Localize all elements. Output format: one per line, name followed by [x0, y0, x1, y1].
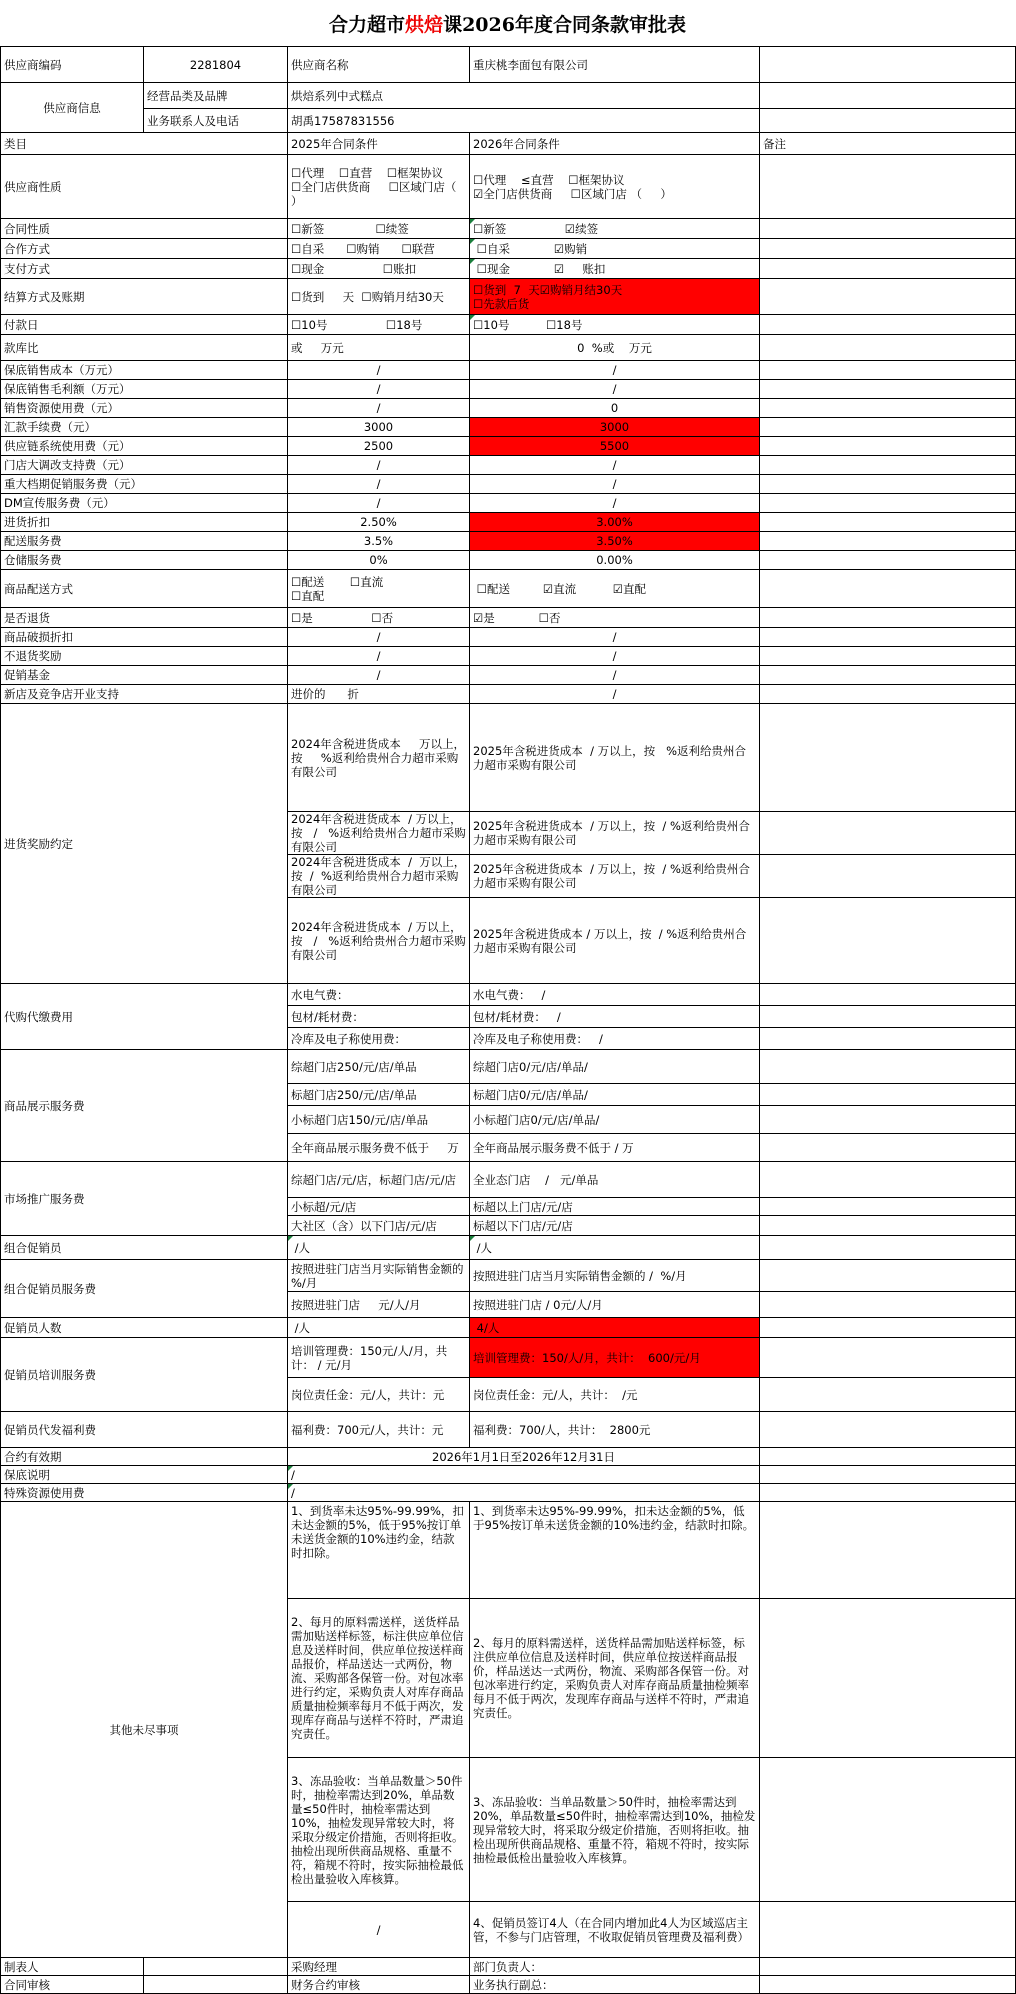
remark-cell — [760, 685, 1016, 704]
value-2025: 0% — [288, 551, 470, 570]
row-label: 支付方式 — [1, 259, 288, 279]
value-2025: 3000 — [288, 418, 470, 437]
value-2025: / — [288, 380, 470, 399]
row-label: 商品配送方式 — [1, 570, 288, 608]
value-2026: 3.00% — [470, 513, 760, 532]
row-label: 重大档期促销服务费（元） — [1, 475, 288, 494]
other-2026: 3、冻品验收：当单品数量＞50件时，抽检率需达到20%，单品数量≤50件时，抽检率需达到10%，抽检发现异常较大时，将采取分级定价措施，否则将拒收。抽检出现所供商品规格、重量不符，箱规不符时，按实际抽检最低检出量验收入库核算。 — [470, 1758, 760, 1902]
row-label: 结算方式及账期 — [1, 279, 288, 315]
value-2026: ☐现金 ☑ 账扣 — [470, 259, 760, 279]
other-label: 其他未尽事项 — [1, 1502, 288, 1958]
remark-cell — [760, 219, 1016, 239]
display-2025: 综超门店250/元/店/单品 — [288, 1050, 470, 1084]
promo-fee-label: 组合促销员服务费 — [1, 1260, 288, 1318]
empty-cell — [760, 1958, 1016, 1976]
market-label: 市场推广服务费 — [1, 1162, 288, 1236]
value-2025: ☐代理 ☐直营 ☐框架协议 ☐全门店供货商 ☐区域门店（ ） — [288, 155, 470, 219]
other-2026: 2、每月的原料需送样，送货样品需加贴送样标签，标注供应单位信息及送样时间，供应单位按送样商品报价，样品送达一式两份，物流、采购部各保管一份。对包冰率进行约定，采购负责人对库存商品质量抽检频率每月不低于两次，发现库存商品与送样不符时，严肃追究责任。 — [470, 1599, 760, 1758]
value-2026: / — [470, 494, 760, 513]
remark-cell — [760, 608, 1016, 628]
agency-2025: 包材/耗材费： — [288, 1006, 470, 1028]
value-2025: ☐是 ☐否 — [288, 608, 470, 628]
row-label: 是否退货 — [1, 608, 288, 628]
col-2025: 2025年合同条件 — [288, 133, 470, 155]
value-2025: / — [288, 475, 470, 494]
other-2026: 1、到货率未达95%-99.99%，扣未达金额的5%，低于95%按订单未送货金额的10%违约金，结款时扣除。 — [470, 1502, 760, 1599]
empty-cell — [760, 109, 1016, 133]
maker-sign — [144, 1958, 288, 1976]
promo-count-2026: 4/人 — [470, 1318, 760, 1338]
remark-cell — [760, 704, 1016, 812]
empty-cell — [760, 47, 1016, 83]
reward-2026: 2025年含税进货成本 / 万以上，按 / %返利给贵州合力超市采购有限公司 — [470, 898, 760, 984]
page-title — [0, 0, 1015, 47]
agency-2026: 包材/耗材费： / — [470, 1006, 760, 1028]
remark-cell — [760, 399, 1016, 418]
row-label: 进货折扣 — [1, 513, 288, 532]
agency-2025: 冷库及电子称使用费： — [288, 1028, 470, 1050]
remark-cell — [760, 1162, 1016, 1198]
promo-count-2025: /人 — [288, 1318, 470, 1338]
col-category: 类目 — [1, 133, 288, 155]
promo-fee-2026: 按照进驻门店当月实际销售金额的 / %/月 — [470, 1260, 760, 1292]
guarantee-value: / — [288, 1466, 760, 1484]
remark-cell — [760, 456, 1016, 475]
other-2025: / — [288, 1902, 470, 1958]
value-2025: / — [288, 666, 470, 685]
promo-2025: /人 — [288, 1236, 470, 1260]
value-2026: / — [470, 380, 760, 399]
remark-cell — [760, 335, 1016, 361]
value-2026: / — [470, 628, 760, 647]
row-label: 不退货奖励 — [1, 647, 288, 666]
contract-review-sign — [144, 1976, 288, 1994]
other-2025: 1、到货率未达95%-99.99%，扣未达金额的5%，低于95%按订单未送货金额的10%违约金，结款时扣除。 — [288, 1502, 470, 1599]
remark-cell — [760, 259, 1016, 279]
remark-cell — [760, 647, 1016, 666]
row-label: 保底销售毛利额（万元） — [1, 380, 288, 399]
title-text-2: 课2026年度合同条款审批表 — [443, 13, 686, 36]
agency-2026: 水电气费： / — [470, 984, 760, 1006]
value-2026: 0 — [470, 399, 760, 418]
agency-2026: 冷库及电子称使用费： / — [470, 1028, 760, 1050]
reward-2026: 2025年含税进货成本 / 万以上，按 / %返利给贵州合力超市采购有限公司 — [470, 812, 760, 855]
remark-cell — [760, 1902, 1016, 1958]
promo-label: 组合促销员 — [1, 1236, 288, 1260]
row-label: 合同性质 — [1, 219, 288, 239]
remark-cell — [760, 361, 1016, 380]
remark-cell — [760, 1028, 1016, 1050]
other-2025: 3、冻品验收：当单品数量＞50件时，抽检率需达到20%，单品数量≤50件时，抽检率需达到10%，抽检发现异常较大时，将采取分级定价措施，否则将拒收。抽检出现所供商品规格、重量不符，箱规不符时，按实际抽检最低检出量验收入库核算。 — [288, 1758, 470, 1902]
remark-cell — [760, 418, 1016, 437]
remark-cell — [760, 1378, 1016, 1412]
reward-2025: 2024年含税进货成本 / 万以上，按 / %返利给贵州合力超市采购有限公司 — [288, 855, 470, 898]
value-2026: 5500 — [470, 437, 760, 456]
value-2026: 3.50% — [470, 532, 760, 551]
remark-cell — [760, 239, 1016, 259]
remark-cell — [760, 1338, 1016, 1378]
col-2026: 2026年合同条件 — [470, 133, 760, 155]
supplier-name: 重庆桃李面包有限公司 — [470, 47, 760, 83]
remark-cell — [760, 551, 1016, 570]
value-2025: ☐10号 ☐18号 — [288, 315, 470, 335]
value-2025: ☐现金 ☐账扣 — [288, 259, 470, 279]
value-2025: / — [288, 647, 470, 666]
value-2026: / — [470, 666, 760, 685]
remark-cell — [760, 1448, 1016, 1466]
finance-review-label: 财务合约审核 — [288, 1976, 470, 1994]
display-2026: 小标超门店0/元/店/单品/ — [470, 1106, 760, 1134]
other-2025: 2、每月的原料需送样，送货样品需加贴送样标签，标注供应单位信息及送样时间，供应单位按送样商品报价，样品送达一式两份，物流、采购部各保管一份。对包冰率进行约定，采购负责人对库存商品质量抽检频率每月不低于两次，发现库存商品与送样不符时，严肃追究责任。 — [288, 1599, 470, 1758]
row-label: 销售资源使用费（元） — [1, 399, 288, 418]
value-2025: 或 万元 — [288, 335, 470, 361]
value-2026: / — [470, 456, 760, 475]
empty-cell — [760, 1976, 1016, 1994]
row-label: 款库比 — [1, 335, 288, 361]
value-2025: / — [288, 399, 470, 418]
remark-cell — [760, 570, 1016, 608]
remark-cell — [760, 1134, 1016, 1162]
display-2026: 综超门店0/元/店/单品/ — [470, 1050, 760, 1084]
promo-fee-2025: 按照进驻门店当月实际销售金额的 %/月 — [288, 1260, 470, 1292]
remark-cell — [760, 1758, 1016, 1902]
promo-fee-2026: 按照进驻门店 / 0元/人/月 — [470, 1292, 760, 1318]
welfare-2026: 福利费：700/人，共计： 2800元 — [470, 1412, 760, 1448]
remark-cell — [760, 1260, 1016, 1292]
value-2025: ☐新签 ☐续签 — [288, 219, 470, 239]
market-2026: 标超以下门店/元/店 — [470, 1216, 760, 1236]
promo-2026: /人 — [470, 1236, 760, 1260]
row-label: 付款日 — [1, 315, 288, 335]
remark-cell — [760, 494, 1016, 513]
display-2025: 全年商品展示服务费不低于 万 — [288, 1134, 470, 1162]
display-label: 商品展示服务费 — [1, 1050, 288, 1162]
market-2026: 全业态门店 / 元/单品 — [470, 1162, 760, 1198]
other-2026: 4、促销员签订4人（在合同内增加此4人为区域巡店主管，不参与门店管理，不收取促销员管理费及福利费） — [470, 1902, 760, 1958]
value-2025: 2500 — [288, 437, 470, 456]
reward-label: 进货奖励约定 — [1, 704, 288, 984]
supplier-code-label: 供应商编码 — [1, 47, 144, 83]
promo-train-2025: 岗位责任金：元/人，共计：元 — [288, 1378, 470, 1412]
row-label: 新店及竞争店开业支持 — [1, 685, 288, 704]
row-label: 保底销售成本（万元） — [1, 361, 288, 380]
remark-cell — [760, 380, 1016, 399]
row-label: 商品破损折扣 — [1, 628, 288, 647]
remark-cell — [760, 812, 1016, 855]
value-2026: ☑是 ☐否 — [470, 608, 760, 628]
value-2026: / — [470, 647, 760, 666]
supplier-name-label: 供应商名称 — [288, 47, 470, 83]
value-2026: ☐10号 ☐18号 — [470, 315, 760, 335]
market-2025: 大社区（含）以下门店/元/店 — [288, 1216, 470, 1236]
value-2026: / — [470, 361, 760, 380]
row-label: 门店大调改支持费（元） — [1, 456, 288, 475]
value-2025: / — [288, 361, 470, 380]
remark-cell — [760, 1484, 1016, 1502]
value-2025: / — [288, 628, 470, 647]
value-2025: ☐货到 天 ☐购销月结30天 — [288, 279, 470, 315]
value-2026: ☐新签 ☑续签 — [470, 219, 760, 239]
row-label: DM宣传服务费（元） — [1, 494, 288, 513]
value-2025: 3.5% — [288, 532, 470, 551]
remark-cell — [760, 1466, 1016, 1484]
remark-cell — [760, 279, 1016, 315]
buyer-mgr-label: 采购经理 — [288, 1958, 470, 1976]
remark-cell — [760, 855, 1016, 898]
row-label: 合作方式 — [1, 239, 288, 259]
display-2025: 小标超门店150/元/店/单品 — [288, 1106, 470, 1134]
dept-head-label: 部门负责人： — [470, 1958, 760, 1976]
brand-value: 烘焙系列中式糕点 — [288, 83, 760, 109]
remark-cell — [760, 1318, 1016, 1338]
value-2025: ☐配送 ☐直流 ☐直配 — [288, 570, 470, 608]
supplier-info-label: 供应商信息 — [1, 83, 144, 133]
remark-cell — [760, 1050, 1016, 1084]
remark-cell — [760, 475, 1016, 494]
reward-2025: 2024年含税进货成本 万以上，按 %返利给贵州合力超市采购有限公司 — [288, 704, 470, 812]
remark-cell — [760, 1216, 1016, 1236]
remark-cell — [760, 1006, 1016, 1028]
special-value: / — [288, 1484, 760, 1502]
guarantee-label: 保底说明 — [1, 1466, 288, 1484]
remark-cell — [760, 1198, 1016, 1216]
value-2025: 2.50% — [288, 513, 470, 532]
market-2025: 小标超/元/店 — [288, 1198, 470, 1216]
welfare-label: 促销员代发福利费 — [1, 1412, 288, 1448]
remark-cell — [760, 1236, 1016, 1260]
remark-cell — [760, 628, 1016, 647]
contact-value: 胡禹17587831556 — [288, 109, 760, 133]
row-label: 促销基金 — [1, 666, 288, 685]
value-2026: ☐货到 7 天☑购销月结30天 ☐先款后货 — [470, 279, 760, 315]
market-2026: 标超以上门店/元/店 — [470, 1198, 760, 1216]
value-2025: 进价的 折 — [288, 685, 470, 704]
market-2025: 综超门店/元/店，标超门店/元/店 — [288, 1162, 470, 1198]
display-2026: 标超门店0/元/店/单品/ — [470, 1084, 760, 1106]
row-label: 供应链系统使用费（元） — [1, 437, 288, 456]
period-value: 2026年1月1日至2026年12月31日 — [288, 1448, 760, 1466]
agency-label: 代购代缴费用 — [1, 984, 288, 1050]
value-2026: ☐代理 ≤直营 ☐框架协议 ☑全门店供货商 ☐区域门店 （ ） — [470, 155, 760, 219]
remark-cell — [760, 666, 1016, 685]
brand-label: 经营品类及品牌 — [144, 83, 288, 109]
value-2025: / — [288, 456, 470, 475]
exec-vp-label: 业务执行副总： — [470, 1976, 760, 1994]
reward-2025: 2024年含税进货成本 / 万以上，按 / %返利给贵州合力超市采购有限公司 — [288, 812, 470, 855]
promo-train-2026: 岗位责任金：元/人，共计： /元 — [470, 1378, 760, 1412]
value-2026: / — [470, 685, 760, 704]
value-2026: 0.00% — [470, 551, 760, 570]
period-label: 合约有效期 — [1, 1448, 288, 1466]
value-2025: / — [288, 494, 470, 513]
agency-2025: 水电气费： — [288, 984, 470, 1006]
supplier-code: 2281804 — [144, 47, 288, 83]
display-2025: 标超门店250/元/店/单品 — [288, 1084, 470, 1106]
remark-cell — [760, 898, 1016, 984]
row-label: 汇款手续费（元） — [1, 418, 288, 437]
value-2026: 3000 — [470, 418, 760, 437]
reward-2026: 2025年含税进货成本 / 万以上，按 %返利给贵州合力超市采购有限公司 — [470, 704, 760, 812]
contract-table — [0, 46, 1016, 1994]
reward-2026: 2025年含税进货成本 / 万以上，按 / %返利给贵州合力超市采购有限公司 — [470, 855, 760, 898]
contract-review-label: 合同审核 — [1, 1976, 144, 1994]
value-2026: / — [470, 475, 760, 494]
remark-cell — [760, 1412, 1016, 1448]
remark-cell — [760, 984, 1016, 1006]
welfare-2025: 福利费：700元/人，共计：元 — [288, 1412, 470, 1448]
maker-label: 制表人 — [1, 1958, 144, 1976]
row-label: 配送服务费 — [1, 532, 288, 551]
value-2026: 0 %或 万元 — [470, 335, 760, 361]
promo-train-label: 促销员培训服务费 — [1, 1338, 288, 1412]
remark-cell — [760, 1106, 1016, 1134]
remark-cell — [760, 1502, 1016, 1599]
title-text-highlight: 烘焙 — [405, 13, 444, 36]
promo-train-2025: 培训管理费：150元/人/月，共计： / 元/月 — [288, 1338, 470, 1378]
remark-cell — [760, 315, 1016, 335]
remark-cell — [760, 155, 1016, 219]
special-label: 特殊资源使用费 — [1, 1484, 288, 1502]
title-text-1: 合力超市 — [329, 13, 406, 36]
value-2025: ☐自采 ☐购销 ☐联营 — [288, 239, 470, 259]
value-2026: ☐配送 ☑直流 ☑直配 — [470, 570, 760, 608]
remark-cell — [760, 1292, 1016, 1318]
promo-fee-2025: 按照进驻门店 元/人/月 — [288, 1292, 470, 1318]
remark-cell — [760, 1599, 1016, 1758]
remark-cell — [760, 532, 1016, 551]
reward-2025: 2024年含税进货成本 / 万以上，按 / %返利给贵州合力超市采购有限公司 — [288, 898, 470, 984]
row-label: 供应商性质 — [1, 155, 288, 219]
contact-label: 业务联系人及电话 — [144, 109, 288, 133]
remark-cell — [760, 437, 1016, 456]
promo-train-2026: 培训管理费：150/人/月，共计： 600/元/月 — [470, 1338, 760, 1378]
empty-cell — [760, 83, 1016, 109]
promo-count-label: 促销员人数 — [1, 1318, 288, 1338]
remark-cell — [760, 513, 1016, 532]
display-2026: 全年商品展示服务费不低于 / 万 — [470, 1134, 760, 1162]
col-remark: 备注 — [760, 133, 1016, 155]
value-2026: ☐自采 ☑购销 — [470, 239, 760, 259]
remark-cell — [760, 1084, 1016, 1106]
row-label: 仓储服务费 — [1, 551, 288, 570]
